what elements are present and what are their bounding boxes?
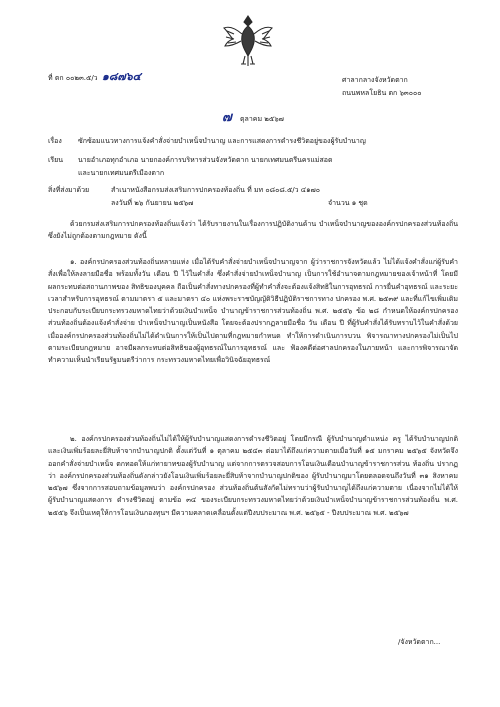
attachment-label: สิ่งที่ส่งมาด้วย	[48, 186, 90, 194]
recipient-label: เรียน	[48, 156, 64, 164]
intro-text: ด้วยกรมส่งเสริมการปกครองท้องถิ่นแจ้งว่า ได้รับรายงานในเรื่องการปฏิบัติงานด้าน บำเหน็จบำนาญขององค์กรปกครองส่วนท้องถิ่น ซึ่งยังไม่ถูกต้องตามกฎหมาย ดังนี้	[48, 220, 458, 241]
recipient-line-1: นายอำเภอทุกอำเภอ นายกองค์การบริหารส่วนจังหวัดตาก นายกเทศมนตรีนครแม่สอด	[78, 156, 333, 164]
document-date	[222, 110, 284, 125]
garuda-emblem-icon	[221, 12, 275, 70]
item-1-text: ๑. องค์กรปกครองส่วนท้องถิ่นหลายแห่ง เมื่อได้รับคำสั่งจ่ายบำเหน็จบำนาญจาก ผู้ว่าราชการจังหวัดแล้ว ไม่ได้แจ้งคำสั่งแก่ผู้รับคำสั่งเพื่อให้ลงลายมือชื่อ พร้อมทั้งวัน เดือน ปี ไว้ในคำสั่ง ซึ่งคำสั่งจ่ายบำเหน็จบำนาญ เป็นการใช้อำนาจตามกฎหมายของเจ้าหน้าที่ โดยมีผลกระทบต่อสถานภาพของ สิทธิของบุคคล ถือเป็นคำสั่งทางปกครองที่ผู้ทำคำสั่งจะต้องแจ้งสิทธิในการอุทธรณ์ การยื่นคำอุทธรณ์ และระยะเวลาสำหรับการอุทธรณ์ ตามมาตรา ๕ และมาตรา ๔๐ แห่งพระราชบัญญัติวิธีปฏิบัติราชการทาง ปกครอง พ.ศ. ๒๕๓๙ และที่แก้ไขเพิ่มเติม ประกอบกับระเบียบกระทรวงมหาดไทยว่าด้วยเงินบำเหน็จ บำนาญข้าราชการส่วนท้องถิ่น พ.ศ. ๒๕๕๖ ข้อ ๒๘ กำหนดให้องค์กรปกครองส่วนท้องถิ่นต้องแจ้งคำสั่งจ่าย บำเหน็จบำนาญเป็นหนังสือ โดยจะต้องปรากฏลายมือชื่อ วัน เดือน ปี ที่ผู้รับคำสั่งได้รับทราบไว้ในคำสั่งด้วย เมื่อองค์กรปกครองส่วนท้องถิ่นไม่ได้ดำเนินการให้เป็นไปตามที่กฎหมายกำหนด ทำให้การดำเนินการบวน พิจารณาทางปกครองไม่เป็นไปตามระเบียบกฎหมาย อาจมีผลกระทบต่อสิทธิของผู้อุทธรณ์ในการอุทธรณ์ และ ฟ้องคดีต่อศาลปกครองในภายหน้า และการพิจารณาจัดทำความเห็นนำเรียนรัฐมนตรีว่าการ กระทรวงมหาดไทยเพื่อวินิจฉัยอุทธรณ์	[48, 258, 458, 365]
date-day-handwritten: ๗	[222, 110, 232, 125]
attachment-quantity: จำนวน ๑ ชุด	[328, 199, 368, 207]
document-number	[48, 72, 141, 83]
intro-paragraph	[48, 218, 458, 243]
item-1-paragraph	[48, 256, 458, 367]
continuation-marker: /จังหวัดตาก...	[398, 638, 441, 646]
subject-label: เรื่อง	[48, 137, 62, 145]
office-name: ศาลากลางจังหวัดตาก	[342, 76, 408, 84]
date-month-year: ตุลาคม ๒๕๖๗	[240, 115, 284, 123]
subject-text: ซักซ้อมแนวทางการแจ้งคำสั่งจ่ายบำเหน็จบำนาญ และการแสดงการดำรงชีวิตอยู่ของผู้รับบำนาญ	[78, 137, 366, 145]
attachment-line-2: ลงวันที่ ๒๖ กันยายน ๒๕๖๗	[111, 199, 194, 207]
document-number-handwritten: ๑๘๗๖๔	[101, 70, 141, 83]
item-2-paragraph	[48, 433, 458, 519]
attachment-line-1: สำเนาหนังสือกรมส่งเสริมการปกครองท้องถิ่น ที่ มท ๐๘๐๘.๕/ว ๔๑๗๐	[111, 186, 321, 194]
document-number-prefix: ที่ ตก ๐๐๒๓.๕/ว	[48, 74, 98, 82]
recipient-line-2: และนายกเทศมนตรีเมืองตาก	[78, 169, 165, 177]
office-address: ถนนพหลโยธิน ตก ๖๓๐๐๐	[342, 89, 422, 97]
item-2-text: ๒. องค์กรปกครองส่วนท้องถิ่นไม่ได้ให้ผู้รับบำนาญแสดงการดำรงชีวิตอยู่ โดยมีกรณี ผู้รับบำนาญตำแหน่ง ครู ได้รับบำนาญปกติ และเงินเพิ่มร้อยละยี่สิบห้าจากบำนาญปกติ ตั้งแต่วันที่ ๑ ตุลาคม ๒๕๔๓ ต่อมาได้ถึงแก่ความตายเมื่อวันที่ ๑๕ มกราคม ๒๕๖๕ จังหวัดจึงออกคำสั่งจ่ายบำเหน็จ ตกทอดให้แก่ทายาทของผู้รับบำนาญ แต่จากการตรวจสอบการโอนเงินเดือนบำนาญข้าราชการส่วน ท้องถิ่น ปรากฏว่า องค์กรปกครองส่วนท้องถิ่นดังกล่าวยังโอนเงินเพิ่มร้อยละยี่สิบห้าจากบำนาญปกติของ ผู้รับบำนาญมาโดยตลอดจนถึงวันที่ ๓๑ สิงหาคม ๒๕๖๗ ซึ่งจากการสอบถามข้อมูลพบว่า องค์กรปกครอง ส่วนท้องถิ่นต้นสังกัดไม่ทราบว่าผู้รับบำนาญได้ถึงแก่ความตาย เนื่องจากไม่ได้ให้ผู้รับบำนาญแสดงการ ดำรงชีวิตอยู่ ตามข้อ ๓๔ ของระเบียบกระทรวงมหาดไทยว่าด้วยเงินบำเหน็จบำนาญข้าราชการส่วนท้องถิ่น พ.ศ. ๒๕๕๖ จึงเป็นเหตุให้การโอนเงินกองทุนฯ มีความคลาดเคลื่อนตั้งแต่ปีงบประมาณ พ.ศ. ๒๕๖๕ - ปีงบประมาณ พ.ศ. ๒๕๖๗	[48, 435, 458, 517]
